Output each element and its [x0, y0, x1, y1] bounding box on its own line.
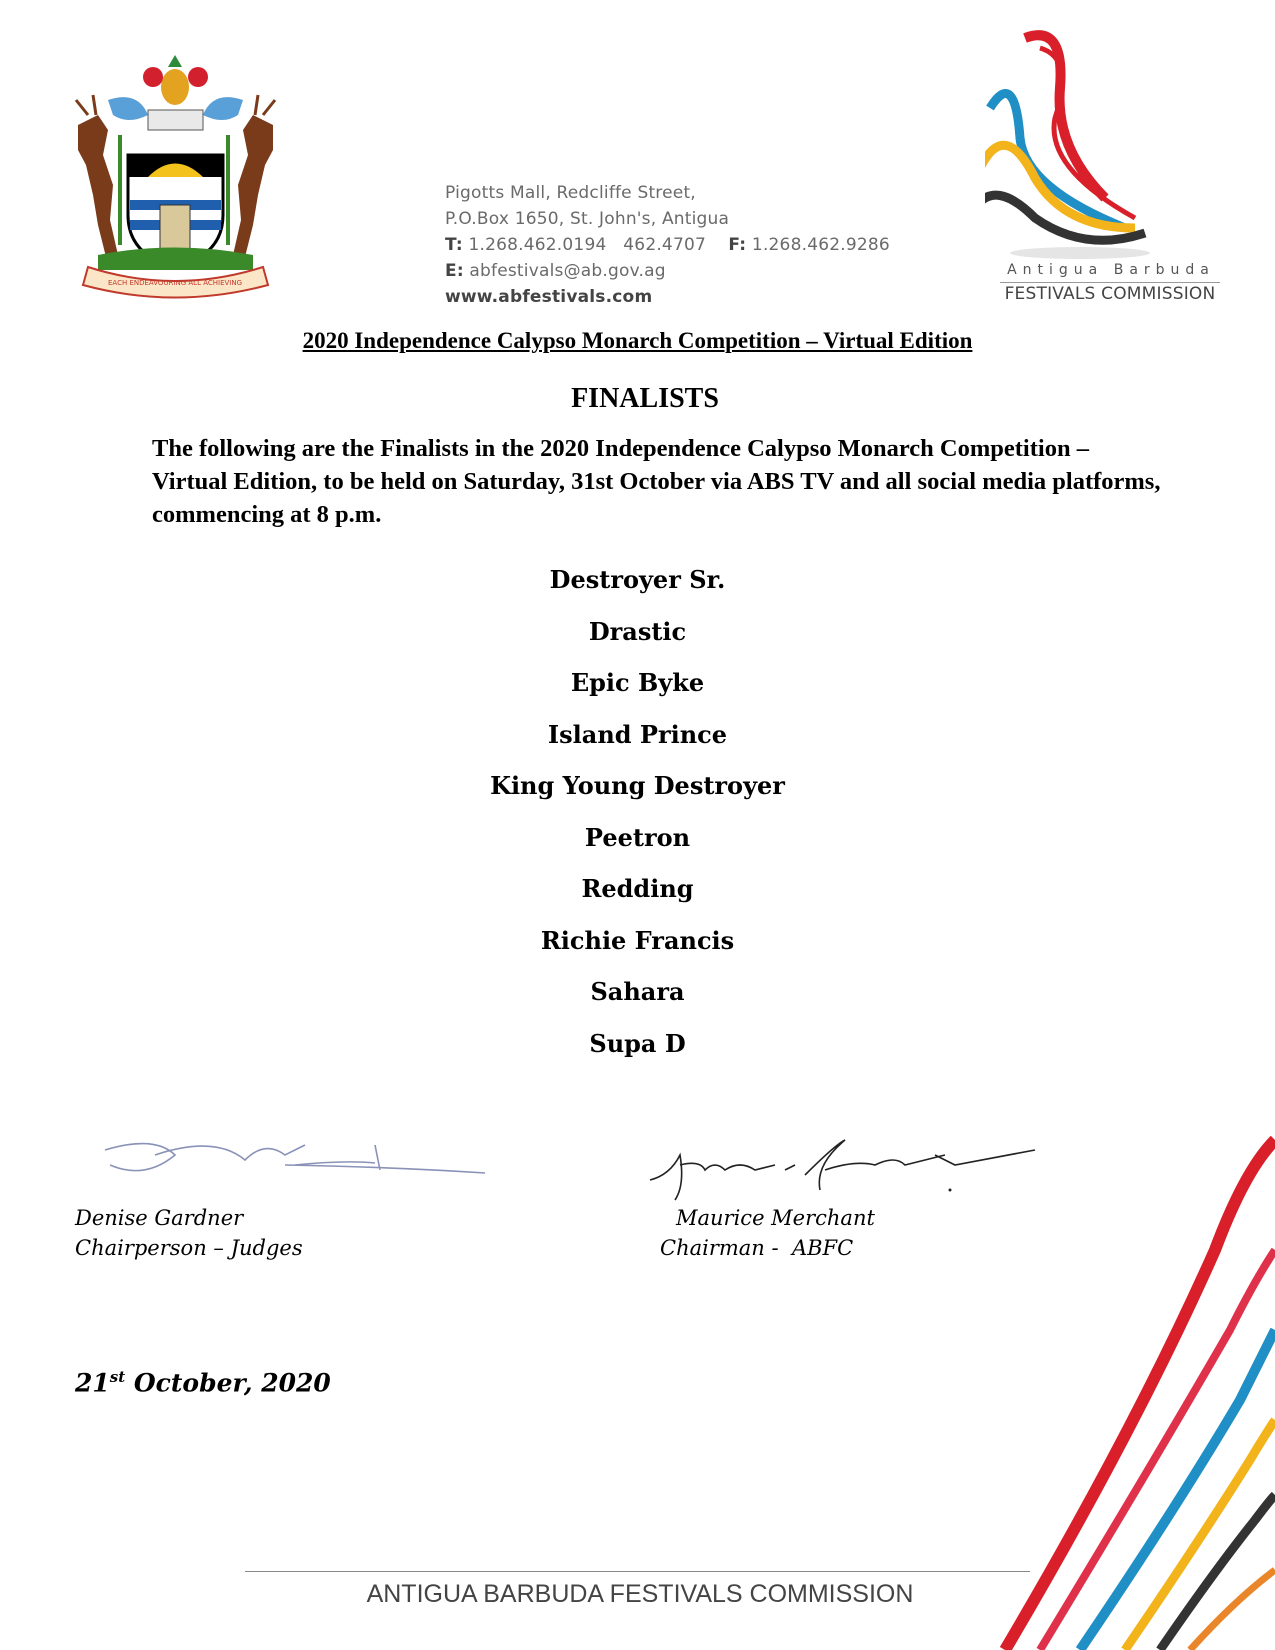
finalists-heading: FINALISTS: [571, 383, 719, 414]
decorative-ribbons: [985, 1130, 1275, 1650]
footer-divider: [245, 1571, 1030, 1572]
logo-divider: [1000, 282, 1220, 283]
signatory-name-right: Maurice Merchant: [676, 1206, 875, 1230]
email-address[interactable]: abfestivals@ab.gov.ag: [469, 261, 666, 281]
footer-text: ANTIGUA BARBUDA FESTIVALS COMMISSION: [366, 1580, 914, 1608]
signatory-title-right: Chairman - ABFC: [660, 1236, 854, 1260]
phone-fax-line: [445, 232, 890, 258]
logo-caption-country: Antigua Barbuda: [1007, 262, 1215, 278]
document-title: 2020 Independence Calypso Monarch Competition – Virtual Edition: [302, 328, 973, 353]
address-line-2: P.O.Box 1650, St. John's, Antigua: [445, 209, 730, 229]
list-item: Richie Francis: [540, 925, 735, 955]
list-item: Supa D: [589, 1028, 686, 1058]
signature-block-right: [660, 1203, 875, 1263]
finalists-list: [0, 562, 1275, 1077]
fax-number: 1.268.462.9286: [751, 235, 890, 255]
intro-paragraph: The following are the Finalists in the 2020 Independence Calypso Monarch Competition – Virtual Edition, to be held on Saturday, 31st October via ABS TV and all social media platforms, commencing at 8 p.m.: [152, 435, 1161, 528]
signatory-name-left: Denise Gardner: [75, 1206, 244, 1230]
address-line-1: Pigotts Mall, Redcliffe Street,: [445, 183, 696, 203]
list-item: Peetron: [584, 822, 691, 852]
fax-label: F:: [728, 235, 747, 255]
contact-block: [445, 180, 890, 310]
list-item: Epic Byke: [570, 668, 705, 697]
date-suffix: st: [109, 1368, 126, 1386]
signature-block-left: [75, 1203, 303, 1263]
list-item: King Young Destroyer: [490, 771, 785, 800]
phone-label: T:: [445, 235, 463, 255]
email-line: [445, 258, 890, 284]
coat-of-arms-logo: [68, 55, 283, 305]
phone-numbers: 1.268.462.0194 462.4707: [468, 235, 706, 255]
list-item: Redding: [581, 874, 694, 903]
list-item: Island Prince: [547, 719, 728, 749]
list-item: Drastic: [588, 616, 687, 646]
signature-left-image: [95, 1125, 495, 1195]
date-day: 21: [75, 1368, 110, 1398]
list-item: Sahara: [590, 977, 685, 1006]
list-item: Destroyer Sr.: [549, 565, 726, 594]
email-label: E:: [445, 261, 464, 281]
website-link[interactable]: www.abfestivals.com: [445, 287, 653, 307]
date-rest: October, 2020: [125, 1368, 331, 1398]
document-date: [75, 1368, 331, 1397]
signatory-title-left: Chairperson – Judges: [75, 1236, 303, 1260]
crest-motto: EACH ENDEAVOURING ALL ACHIEVING: [107, 279, 243, 287]
logo-caption-commission: FESTIVALS COMMISSION: [1004, 284, 1216, 304]
